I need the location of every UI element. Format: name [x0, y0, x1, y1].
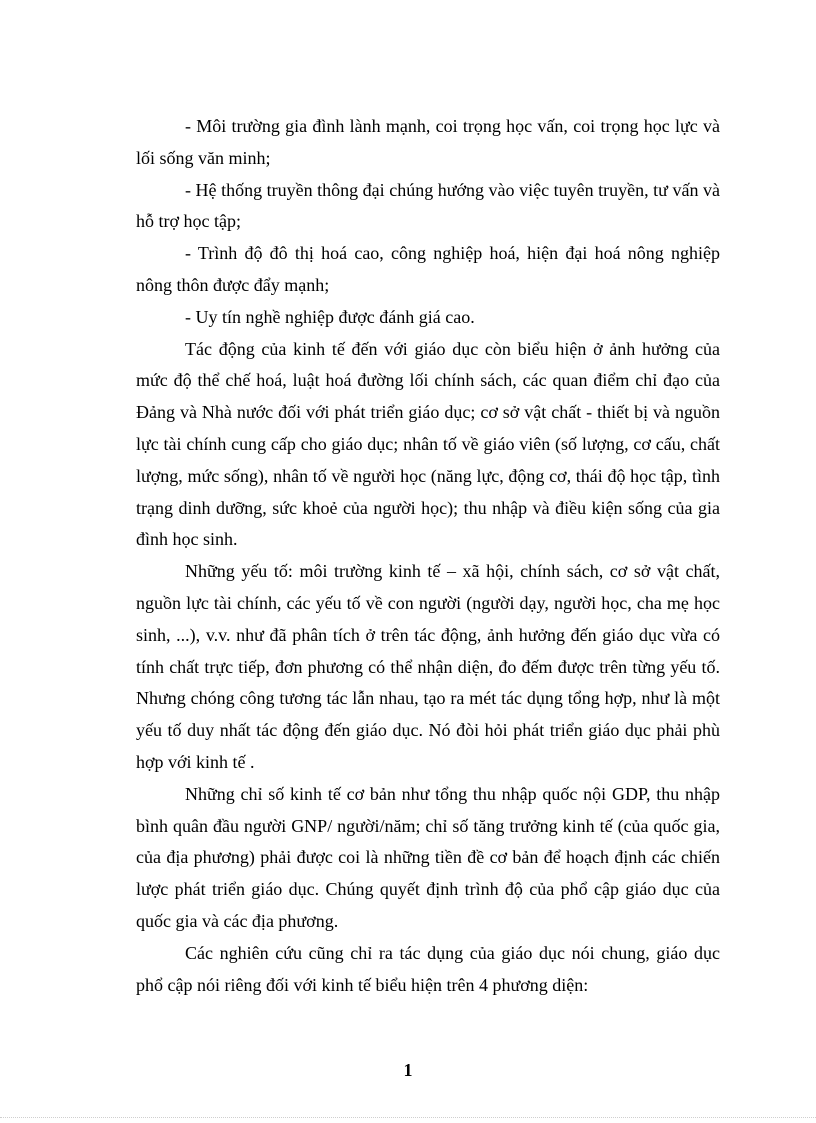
- body-text: [136, 111, 720, 1001]
- paragraph-mass-media: - Hệ thống truyền thông đại chúng hướng vào việc tuyên truyền, tư vấn và hỗ trợ học tập;: [136, 179, 720, 232]
- page-bottom-divider: [0, 1117, 816, 1118]
- paragraph-urbanization: - Trình độ đô thị hoá cao, công nghiệp hoá, hiện đại hoá nông nghiệp nông thôn được đẩy mạnh;: [136, 243, 720, 295]
- page-number: 1: [403, 1060, 413, 1080]
- paragraph-professional-prestige: - Uy tín nghề nghiệp được đánh giá cao.: [185, 306, 475, 327]
- paragraph-economic-impact: Tác động của kinh tế đến với giáo dục còn biểu hiện ở ảnh hưởng của mức độ thể chế hoá, luật hoá đường lối chính sách, các quan điểm chỉ đạo của Đảng và Nhà nước đối với phát triển giáo dục; cơ sở vật chất - thiết bị và nguồn lực tài chính cung cấp cho giáo dục; nhân tố về giáo viên (số lượng, cơ cấu, chất lượng, mức sống), nhân tố về người học (năng lực, động cơ, thái độ học tập, tình trạng dinh dưỡng, sức khoẻ của người học); thu nhập và điều kiện sống của gia đình học sinh.: [136, 338, 720, 550]
- paragraph-economic-indicators: Những chỉ số kinh tế cơ bản như tổng thu nhập quốc nội GDP, thu nhập bình quân đầu người GNP/ người/năm; chỉ số tăng trưởng kinh tế (của quốc gia, của địa phương) phải được coi là những tiền đề cơ bản để hoạch định các chiến lược phát triển giáo dục. Chúng quyết định trình độ của phổ cập giáo dục của quốc gia và các địa phương.: [136, 783, 720, 931]
- paragraph-family-environment: - Môi trường gia đình lành mạnh, coi trọng học vấn, coi trọng học lực và lối sống văn minh;: [136, 116, 720, 168]
- paragraph-factors: Những yếu tố: môi trường kinh tế – xã hội, chính sách, cơ sở vật chất, nguồn lực tài chính, các yếu tố về con người (người dạy, người học, cha mẹ học sinh, ...), v.v. như đã phân tích ở trên tác động, ảnh hưởng đến giáo dục vừa có tính chất trực tiếp, đơn phương có thể nhận diện, đo đếm được trên từng yếu tố. Nhưng chóng công tương tác lẫn nhau, tạo ra mét tác dụng tổng hợp, như là một yếu tố duy nhất tác động đến giáo dục. Nó đòi hỏi phát triển giáo dục phải phù hợp với kinh tế .: [136, 561, 720, 772]
- paragraph-research-effects: Các nghiên cứu cũng chỉ ra tác dụng của giáo dục nói chung, giáo dục phổ cập nói riêng đối với kinh tế biểu hiện trên 4 phương diện:: [136, 942, 720, 995]
